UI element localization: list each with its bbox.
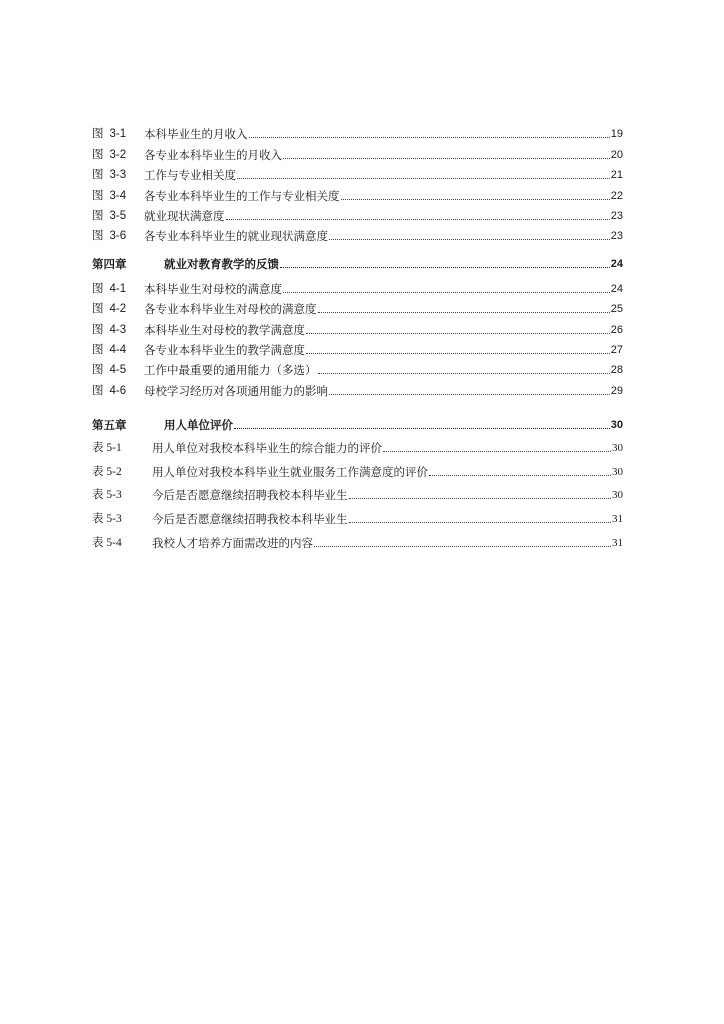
dot-leader [283,157,610,159]
table-of-contents [92,121,623,550]
toc-entry-figure-4-1[interactable] [92,275,623,295]
entry-label: 图 4-4 [92,343,127,356]
toc-entry-figure-3-5[interactable] [92,203,623,223]
page-number: 23 [610,230,623,243]
entry-label: 图 3-1 [92,128,127,141]
page-number: 27 [610,343,623,356]
page-number: 28 [610,364,623,377]
dot-leader [226,218,610,220]
toc-entry-table-5-3b[interactable] [92,502,623,526]
dot-leader [329,238,610,240]
entry-label: 图 3-2 [92,148,127,161]
dot-leader [318,372,610,374]
entry-title: 各专业本科毕业生的工作与专业相关度 [144,188,340,203]
page-number: 30 [612,465,623,478]
dot-leader [306,332,610,334]
page-number: 29 [610,384,623,397]
dot-leader [249,136,610,138]
dot-leader [329,393,610,395]
entry-title: 本科毕业生对母校的满意度 [144,281,282,296]
entry-label: 表 5-3 [92,513,122,526]
entry-label: 表 5-1 [92,442,122,455]
toc-entry-figure-4-3[interactable] [92,316,623,336]
entry-label: 图 3-5 [92,209,127,222]
dot-leader [314,545,611,547]
page-number: 26 [610,323,623,336]
entry-label: 图 4-6 [92,384,127,397]
page-number: 19 [610,128,623,141]
toc-chapter-4[interactable] [92,249,623,271]
dot-leader [280,266,610,268]
toc-entry-figure-3-6[interactable] [92,223,623,243]
page-number: 21 [610,169,623,182]
entry-title: 各专业本科毕业生的教学满意度 [144,342,305,357]
entry-title: 用人单位对我校本科毕业生就业服务工作满意度的评价 [152,464,428,479]
page-number: 30 [612,489,623,502]
dot-leader [237,177,610,179]
entry-title: 我校人才培养方面需改进的内容 [152,535,313,550]
entry-title: 工作与专业相关度 [144,168,236,183]
entry-label: 表 5-2 [92,465,122,478]
entry-label: 图 4-1 [92,282,127,295]
dot-leader [318,311,610,313]
toc-entry-figure-3-1[interactable] [92,121,623,141]
toc-entry-figure-4-4[interactable] [92,337,623,357]
entry-title: 本科毕业生的月收入 [144,127,248,142]
toc-chapter-5[interactable] [92,410,623,432]
page-number: 24 [610,282,623,295]
dot-leader [349,521,612,523]
entry-label: 图 4-3 [92,323,127,336]
entry-title: 今后是否愿意继续招聘我校本科毕业生 [152,488,348,503]
toc-entry-table-5-1[interactable] [92,432,623,456]
page-number: 30 [610,418,623,431]
chapter-title: 就业对教育教学的反馈 [164,257,279,272]
dot-leader [283,291,610,293]
toc-entry-figure-4-5[interactable] [92,357,623,377]
dot-leader [429,474,611,476]
chapter-label: 第五章 [92,417,127,432]
page-number: 24 [610,258,623,271]
entry-label: 图 4-5 [92,364,127,377]
toc-entry-table-5-2[interactable] [92,455,623,479]
page-number: 20 [610,148,623,161]
page-number: 31 [612,536,623,549]
page-number: 22 [610,189,623,202]
toc-entry-table-5-3a[interactable] [92,479,623,503]
dot-leader [349,497,612,499]
entry-label: 图 3-4 [92,189,127,202]
entry-label: 图 3-6 [92,230,127,243]
chapter-label: 第四章 [92,257,127,272]
dot-leader [341,198,610,200]
dot-leader [306,352,610,354]
dot-leader [234,427,610,429]
entry-title: 工作中最重要的通用能力（多选） [144,363,317,378]
entry-title: 用人单位对我校本科毕业生的综合能力的评价 [152,441,382,456]
toc-entry-figure-3-4[interactable] [92,182,623,202]
page-number: 23 [610,209,623,222]
entry-title: 本科毕业生对母校的教学满意度 [144,322,305,337]
page-number: 30 [612,442,623,455]
entry-label: 表 5-3 [92,489,122,502]
entry-label: 图 4-2 [92,303,127,316]
toc-entry-figure-3-2[interactable] [92,141,623,161]
entry-title: 各专业本科毕业生的就业现状满意度 [144,229,328,244]
toc-entry-figure-4-2[interactable] [92,296,623,316]
entry-title: 今后是否愿意继续招聘我校本科毕业生 [152,512,348,527]
page-number: 31 [612,513,623,526]
entry-title: 各专业本科毕业生对母校的满意度 [144,302,317,317]
toc-entry-table-5-4[interactable] [92,526,623,550]
toc-entry-figure-3-3[interactable] [92,162,623,182]
toc-entry-figure-4-6[interactable] [92,377,623,397]
page-number: 25 [610,303,623,316]
chapter-title: 用人单位评价 [164,417,233,432]
entry-title: 就业现状满意度 [144,208,225,223]
entry-label: 表 5-4 [92,536,122,549]
dot-leader [383,450,611,452]
entry-label: 图 3-3 [92,169,127,182]
entry-title: 母校学习经历对各项通用能力的影响 [144,383,328,398]
entry-title: 各专业本科毕业生的月收入 [144,147,282,162]
